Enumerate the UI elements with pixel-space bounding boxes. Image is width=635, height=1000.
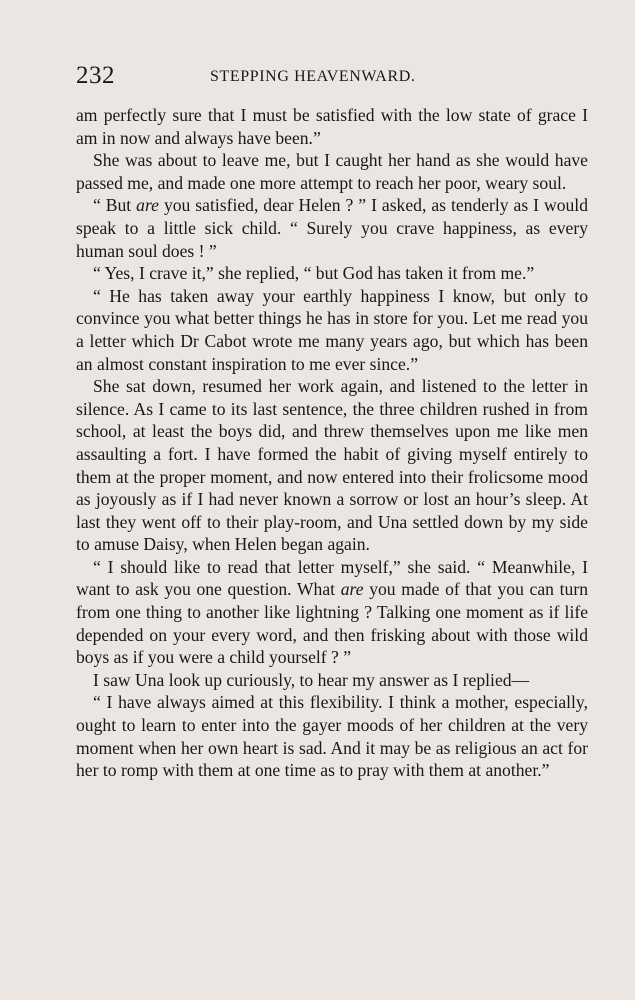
text-segment: “ He has taken away your earthly happiness I know, but only to convince you what better things he has in store for you. Let me read you a letter which Dr Cabot wrote me many years ago, but which has been an almost constant inspiration to me ever since.” <box>76 285 588 374</box>
paragraph <box>76 104 588 149</box>
running-title: STEPPING HEAVENWARD. <box>210 68 416 85</box>
italic-text: are <box>136 195 159 216</box>
body-text <box>76 104 588 782</box>
text-segment: She sat down, resumed her work again, and listened to the letter in silence. As I came to its last sentence, the three children rushed in from school, at least the boys did, and threw themselves upon me like men assaulting a fort. I have formed the habit of giving myself entirely to them at the proper moment, and now entered into their frolicsome mood as joyously as if I had never known a sorrow or lost an hour’s sleep. At last they went off to their play-room, and Una settled down by my side to amuse Daisy, when Helen began again. <box>76 376 588 555</box>
text-segment: “ I should like to read that letter myself,” she said. “ Meanwhile, I want to ask you one question. What <box>76 556 588 600</box>
paragraph <box>76 691 588 781</box>
text-segment: “ But <box>93 195 137 216</box>
text-segment: “ I have always aimed at this flexibility. I think a mother, especially, ought to learn to enter into the gayer moods of her children at the very moment when her own heart is sad. And it may be as religious an act for her to romp with them at one time as to pray with them at another.” <box>76 692 588 781</box>
paragraph <box>76 375 588 556</box>
page-header <box>76 58 583 94</box>
page-number: 232 <box>76 62 115 89</box>
paragraph <box>76 149 588 194</box>
paragraph <box>76 669 588 692</box>
paragraph <box>76 194 588 262</box>
italic-text: are <box>340 579 364 600</box>
text-segment: you made of that you can turn from one thing to another like lightning ? Talking one moment as if life depended on your every word, and then frisking about with those wild boys as if you were a child yourself ? ” <box>76 579 588 668</box>
paragraph <box>76 262 588 285</box>
text-segment: I saw Una look up curiously, to hear my answer as I replied— <box>93 669 530 690</box>
paragraph <box>76 285 588 375</box>
text-segment: am perfectly sure that I must be satisfied with the low state of grace I am in now and always have been.” <box>76 105 588 148</box>
text-segment: She was about to leave me, but I caught her hand as she would have passed me, and made one more attempt to reach her poor, weary soul. <box>76 150 588 193</box>
text-segment: “ Yes, I crave it,” she replied, “ but God has taken it from me.” <box>93 263 535 284</box>
paragraph <box>76 556 588 669</box>
text-segment: you satisfied, dear Helen ? ” I asked, as tenderly as I would speak to a little sick child. “ Surely you crave happiness, as every human soul does ! ” <box>76 195 588 261</box>
